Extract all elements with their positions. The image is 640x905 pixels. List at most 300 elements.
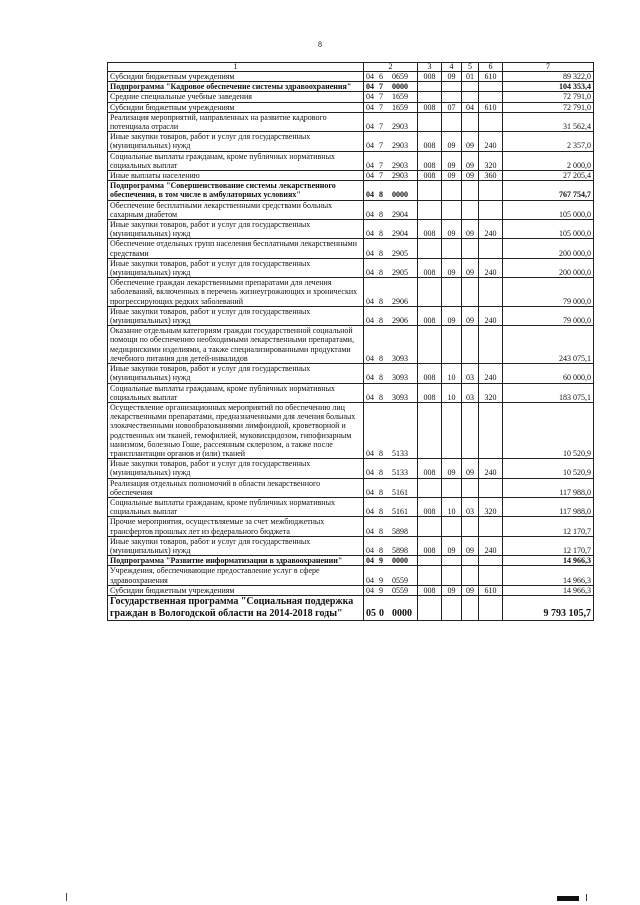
scan-mark: [66, 893, 67, 901]
row-name: Субсидии бюджетным учреждениям: [108, 585, 364, 595]
row-grbs: 008: [418, 383, 442, 402]
row-section: 10: [442, 364, 462, 383]
row-subsection: [462, 92, 479, 102]
csr-code-part: 0000: [392, 556, 408, 566]
row-section: [442, 402, 462, 458]
scan-mark: [586, 894, 587, 901]
table-row: [108, 306, 594, 325]
row-grbs: [418, 200, 442, 219]
csr-code-part: 5161: [392, 507, 408, 517]
csr-code-part: 2903: [392, 171, 408, 181]
budget-table: [107, 62, 594, 621]
row-csr-code: [364, 459, 418, 478]
csr-code-part: 8: [379, 268, 383, 278]
table-row: [108, 459, 594, 478]
row-grbs: 008: [418, 132, 442, 151]
csr-code-part: 0000: [392, 190, 408, 200]
row-section: 09: [442, 459, 462, 478]
row-amount: 2 000,0: [503, 151, 594, 170]
table-row: [108, 181, 594, 200]
row-expense-type: 240: [479, 258, 503, 277]
row-csr-code: [364, 595, 418, 620]
row-amount: 117 988,0: [503, 497, 594, 516]
row-subsection: 09: [462, 459, 479, 478]
csr-code-part: 7: [379, 92, 383, 102]
csr-code-part: 3093: [392, 353, 408, 363]
row-section: 09: [442, 585, 462, 595]
row-section: 09: [442, 132, 462, 151]
csr-code-part: 9: [379, 575, 383, 585]
row-grbs: 008: [418, 171, 442, 181]
row-amount: 60 000,0: [503, 364, 594, 383]
row-section: 09: [442, 536, 462, 555]
csr-code-part: 8: [379, 229, 383, 239]
row-section: 09: [442, 220, 462, 239]
row-expense-type: 610: [479, 585, 503, 595]
table-row: [108, 200, 594, 219]
row-grbs: [418, 566, 442, 585]
csr-code-part: 04: [366, 353, 374, 363]
row-grbs: 008: [418, 536, 442, 555]
table-row: [108, 151, 594, 170]
row-expense-type: 360: [479, 171, 503, 181]
row-expense-type: 240: [479, 536, 503, 555]
table-row: [108, 402, 594, 458]
csr-code-part: 8: [379, 248, 383, 258]
row-grbs: 008: [418, 102, 442, 112]
row-csr-code: [364, 151, 418, 170]
table-row: [108, 239, 594, 258]
row-section: 09: [442, 258, 462, 277]
row-grbs: [418, 239, 442, 258]
csr-code-part: 04: [366, 171, 374, 181]
table-row: [108, 383, 594, 402]
row-csr-code: [364, 220, 418, 239]
row-amount: 243 075,1: [503, 326, 594, 364]
row-grbs: 008: [418, 497, 442, 516]
row-grbs: 008: [418, 258, 442, 277]
csr-code-part: 8: [379, 507, 383, 517]
row-section: [442, 239, 462, 258]
table-row: [108, 278, 594, 307]
table-row: [108, 497, 594, 516]
row-subsection: [462, 326, 479, 364]
csr-code-part: 2904: [392, 209, 408, 219]
row-grbs: [418, 595, 442, 620]
row-expense-type: [479, 112, 503, 131]
row-name: Субсидии бюджетным учреждениям: [108, 102, 364, 112]
row-csr-code: [364, 181, 418, 200]
row-amount: 12 170,7: [503, 517, 594, 536]
row-expense-type: 320: [479, 151, 503, 170]
row-expense-type: 320: [479, 497, 503, 516]
csr-code-part: 04: [366, 141, 374, 151]
row-section: [442, 278, 462, 307]
row-grbs: 008: [418, 364, 442, 383]
row-csr-code: [364, 92, 418, 102]
row-name: Иные закупки товаров, работ и услуг для государственных (муниципальных) нужд: [108, 306, 364, 325]
row-subsection: 03: [462, 364, 479, 383]
csr-code-part: 04: [366, 296, 374, 306]
page-number: 8: [318, 40, 322, 49]
row-csr-code: [364, 278, 418, 307]
row-expense-type: 240: [479, 306, 503, 325]
csr-code-part: 2903: [392, 122, 408, 132]
table-row: [108, 536, 594, 555]
header-cell: 5: [462, 63, 479, 72]
csr-code-part: 04: [366, 72, 374, 81]
row-csr-code: [364, 112, 418, 131]
csr-code-part: 9: [379, 585, 383, 595]
table-row: [108, 72, 594, 82]
row-grbs: 008: [418, 220, 442, 239]
row-section: [442, 326, 462, 364]
row-section: 09: [442, 171, 462, 181]
row-name: Учреждения, обеспечивающие предоставление услуг в сфере здравоохранения: [108, 566, 364, 585]
csr-code-part: 04: [366, 448, 374, 458]
csr-code-part: 7: [379, 160, 383, 170]
row-section: 10: [442, 497, 462, 516]
row-subsection: 09: [462, 585, 479, 595]
row-subsection: 09: [462, 306, 479, 325]
csr-code-part: 04: [366, 229, 374, 239]
scan-mark: [557, 896, 579, 901]
csr-code-part: 8: [379, 448, 383, 458]
row-grbs: [418, 517, 442, 536]
table-row: [108, 585, 594, 595]
row-expense-type: 610: [479, 72, 503, 82]
row-section: [442, 595, 462, 620]
row-name: Социальные выплаты гражданам, кроме публичных нормативных социальных выплат: [108, 383, 364, 402]
row-expense-type: [479, 566, 503, 585]
csr-code-part: 04: [366, 468, 374, 478]
row-amount: 200 000,0: [503, 239, 594, 258]
row-csr-code: [364, 171, 418, 181]
csr-code-part: 04: [366, 190, 374, 200]
csr-code-part: 8: [379, 353, 383, 363]
row-grbs: [418, 402, 442, 458]
row-grbs: 008: [418, 72, 442, 82]
row-csr-code: [364, 585, 418, 595]
csr-code-part: 04: [366, 122, 374, 132]
row-subsection: 04: [462, 102, 479, 112]
csr-code-part: 2906: [392, 316, 408, 326]
row-expense-type: [479, 181, 503, 200]
row-grbs: [418, 181, 442, 200]
csr-code-part: 2905: [392, 248, 408, 258]
row-subsection: 09: [462, 258, 479, 277]
row-expense-type: 610: [479, 102, 503, 112]
row-name: Иные выплаты населению: [108, 171, 364, 181]
row-grbs: [418, 556, 442, 566]
csr-code-part: 2903: [392, 160, 408, 170]
table-row: [108, 478, 594, 497]
row-expense-type: [479, 402, 503, 458]
csr-code-part: 2903: [392, 141, 408, 151]
row-expense-type: [479, 478, 503, 497]
row-expense-type: 240: [479, 459, 503, 478]
csr-code-part: 8: [379, 392, 383, 402]
table-row: [108, 595, 594, 620]
csr-code-part: 04: [366, 526, 374, 536]
row-amount: 31 562,4: [503, 112, 594, 131]
row-grbs: 008: [418, 151, 442, 170]
row-csr-code: [364, 306, 418, 325]
header-cell: 6: [479, 63, 503, 72]
row-expense-type: 240: [479, 132, 503, 151]
csr-code-part: 6: [379, 72, 383, 81]
csr-code-part: 04: [366, 575, 374, 585]
row-subsection: 09: [462, 151, 479, 170]
csr-code-part: 8: [379, 526, 383, 536]
row-csr-code: [364, 258, 418, 277]
row-csr-code: [364, 497, 418, 516]
row-name: Субсидии бюджетным учреждениям: [108, 72, 364, 82]
row-section: [442, 478, 462, 497]
row-subsection: 09: [462, 171, 479, 181]
table-row: [108, 326, 594, 364]
csr-code-part: 04: [366, 373, 374, 383]
csr-code-part: 5898: [392, 545, 408, 555]
row-subsection: [462, 556, 479, 566]
row-amount: 14 966,3: [503, 585, 594, 595]
row-name: Иные закупки товаров, работ и услуг для государственных (муниципальных) нужд: [108, 459, 364, 478]
row-amount: 767 754,7: [503, 181, 594, 200]
csr-code-part: 05: [366, 607, 376, 619]
row-subsection: [462, 181, 479, 200]
row-amount: 79 000,0: [503, 306, 594, 325]
row-expense-type: [479, 239, 503, 258]
row-subsection: 09: [462, 132, 479, 151]
csr-code-part: 04: [366, 316, 374, 326]
table-row: [108, 220, 594, 239]
row-amount: 105 000,0: [503, 220, 594, 239]
csr-code-part: 04: [366, 507, 374, 517]
row-csr-code: [364, 364, 418, 383]
csr-code-part: 04: [366, 209, 374, 219]
row-name: Средние специальные учебные заведения: [108, 92, 364, 102]
csr-code-part: 04: [366, 82, 374, 92]
row-section: [442, 200, 462, 219]
csr-code-part: 04: [366, 268, 374, 278]
row-subsection: 09: [462, 220, 479, 239]
row-section: 09: [442, 72, 462, 82]
row-grbs: [418, 82, 442, 92]
row-amount: 89 322,0: [503, 72, 594, 82]
table-row: [108, 92, 594, 102]
row-section: [442, 556, 462, 566]
row-expense-type: [479, 92, 503, 102]
csr-code-part: 04: [366, 160, 374, 170]
row-subsection: 09: [462, 536, 479, 555]
csr-code-part: 1659: [392, 92, 408, 102]
row-name: Иные закупки товаров, работ и услуг для государственных (муниципальных) нужд: [108, 132, 364, 151]
csr-code-part: 0559: [392, 575, 408, 585]
row-csr-code: [364, 556, 418, 566]
csr-code-part: 3093: [392, 373, 408, 383]
row-amount: 10 520,9: [503, 402, 594, 458]
row-subsection: 01: [462, 72, 479, 82]
row-csr-code: [364, 102, 418, 112]
header-cell: 7: [503, 63, 594, 72]
table-row: [108, 364, 594, 383]
row-amount: 104 353,4: [503, 82, 594, 92]
csr-code-part: 04: [366, 545, 374, 555]
csr-code-part: 04: [366, 585, 374, 595]
row-name: Обеспечение бесплатными лекарственными средствами больных сахарным диабетом: [108, 200, 364, 219]
header-cell: 4: [442, 63, 462, 72]
row-amount: 117 988,0: [503, 478, 594, 497]
row-subsection: [462, 566, 479, 585]
row-name: Иные закупки товаров, работ и услуг для государственных (муниципальных) нужд: [108, 536, 364, 555]
table-row: [108, 102, 594, 112]
row-grbs: [418, 278, 442, 307]
row-section: 10: [442, 383, 462, 402]
row-name: Обеспечение граждан лекарственными препаратами для лечения заболеваний, включенных в перечень жизнеугрожающих и хронических прогрессирующих редких заболеваний: [108, 278, 364, 307]
csr-code-part: 7: [379, 102, 383, 112]
csr-code-part: 8: [379, 487, 383, 497]
row-expense-type: 320: [479, 383, 503, 402]
row-amount: 200 000,0: [503, 258, 594, 277]
csr-code-part: 0: [379, 607, 384, 619]
table-row: [108, 82, 594, 92]
csr-code-part: 04: [366, 556, 374, 566]
row-subsection: [462, 595, 479, 620]
row-amount: 2 357,0: [503, 132, 594, 151]
row-name: Подпрограмма "Развитие информатизации в здравоохранении": [108, 556, 364, 566]
table-row: [108, 171, 594, 181]
row-section: [442, 92, 462, 102]
row-name: Осуществление организационных мероприятий по обеспечению лиц лекарственными препаратами, предназначенными для лечения больных злокачественными новообразованиями лимфоидной, кроветворной и родственных им тканей, гемофилией, муковисцидозом, гипофизарным нанизмом, болезнью Гоше, рассеянным склерозом, а также после трансплантации органов и (или) тканей: [108, 402, 364, 458]
csr-code-part: 2904: [392, 229, 408, 239]
csr-code-part: 0559: [392, 585, 408, 595]
row-section: [442, 566, 462, 585]
csr-code-part: 0000: [392, 607, 412, 619]
row-name: Иные закупки товаров, работ и услуг для государственных (муниципальных) нужд: [108, 220, 364, 239]
row-amount: 183 075,1: [503, 383, 594, 402]
row-csr-code: [364, 383, 418, 402]
csr-code-part: 5133: [392, 468, 408, 478]
row-csr-code: [364, 517, 418, 536]
row-amount: 9 793 105,7: [503, 595, 594, 620]
csr-code-part: 04: [366, 102, 374, 112]
row-csr-code: [364, 478, 418, 497]
row-name: Социальные выплаты гражданам, кроме публичных нормативных социальных выплат: [108, 151, 364, 170]
row-grbs: [418, 112, 442, 131]
csr-code-part: 8: [379, 545, 383, 555]
row-name: Подпрограмма "Кадровое обеспечение системы здравоохранения": [108, 82, 364, 92]
csr-code-part: 04: [366, 392, 374, 402]
row-subsection: [462, 200, 479, 219]
header-cell: 2: [364, 63, 418, 72]
table-row: [108, 566, 594, 585]
row-amount: 10 520,9: [503, 459, 594, 478]
row-grbs: [418, 326, 442, 364]
row-grbs: 008: [418, 459, 442, 478]
row-section: [442, 112, 462, 131]
row-expense-type: [479, 517, 503, 536]
row-section: 09: [442, 151, 462, 170]
row-csr-code: [364, 132, 418, 151]
header-cell: 3: [418, 63, 442, 72]
row-subsection: [462, 112, 479, 131]
row-subsection: 03: [462, 383, 479, 402]
row-amount: 72 791,0: [503, 92, 594, 102]
row-subsection: [462, 239, 479, 258]
csr-code-part: 7: [379, 82, 383, 92]
csr-code-part: 1659: [392, 102, 408, 112]
row-expense-type: [479, 278, 503, 307]
row-csr-code: [364, 566, 418, 585]
row-csr-code: [364, 239, 418, 258]
csr-code-part: 04: [366, 248, 374, 258]
csr-code-part: 8: [379, 190, 383, 200]
row-csr-code: [364, 402, 418, 458]
row-amount: 12 170,7: [503, 536, 594, 555]
row-section: [442, 517, 462, 536]
row-name: Обеспечение отдельных групп населения бесплатными лекарственными средствами: [108, 239, 364, 258]
row-subsection: [462, 278, 479, 307]
csr-code-part: 8: [379, 209, 383, 219]
row-grbs: [418, 478, 442, 497]
row-grbs: [418, 92, 442, 102]
table-body: [108, 72, 594, 621]
csr-code-part: 0659: [392, 72, 408, 81]
row-name: Реализация отдельных полномочий в области лекарственного обеспечения: [108, 478, 364, 497]
csr-code-part: 5133: [392, 448, 408, 458]
row-csr-code: [364, 82, 418, 92]
row-amount: 79 000,0: [503, 278, 594, 307]
csr-code-part: 8: [379, 316, 383, 326]
row-subsection: [462, 82, 479, 92]
csr-code-part: 0000: [392, 82, 408, 92]
csr-code-part: 2906: [392, 296, 408, 306]
header-cell: 1: [108, 63, 364, 72]
row-csr-code: [364, 536, 418, 555]
csr-code-part: 5161: [392, 487, 408, 497]
row-csr-code: [364, 326, 418, 364]
row-amount: 27 205,4: [503, 171, 594, 181]
row-expense-type: 240: [479, 220, 503, 239]
csr-code-part: 7: [379, 122, 383, 132]
csr-code-part: 8: [379, 373, 383, 383]
csr-code-part: 3093: [392, 392, 408, 402]
table-row: [108, 556, 594, 566]
table-row: [108, 112, 594, 131]
csr-code-part: 8: [379, 296, 383, 306]
row-grbs: 008: [418, 585, 442, 595]
row-expense-type: [479, 326, 503, 364]
csr-code-part: 7: [379, 141, 383, 151]
row-section: [442, 181, 462, 200]
row-csr-code: [364, 200, 418, 219]
row-name: Подпрограмма "Совершенствование системы лекарственного обеспечения, в том числе в амбулаторных условиях": [108, 181, 364, 200]
row-amount: 72 791,0: [503, 102, 594, 112]
csr-code-part: 04: [366, 487, 374, 497]
row-csr-code: [364, 72, 418, 82]
row-name: Иные закупки товаров, работ и услуг для государственных (муниципальных) нужд: [108, 364, 364, 383]
row-section: [442, 82, 462, 92]
row-grbs: 008: [418, 306, 442, 325]
csr-code-part: 8: [379, 468, 383, 478]
csr-code-part: 5898: [392, 526, 408, 536]
table-row: [108, 132, 594, 151]
csr-code-part: 2905: [392, 268, 408, 278]
row-expense-type: [479, 556, 503, 566]
row-expense-type: [479, 82, 503, 92]
row-name: Иные закупки товаров, работ и услуг для государственных (муниципальных) нужд: [108, 258, 364, 277]
row-section: 09: [442, 306, 462, 325]
